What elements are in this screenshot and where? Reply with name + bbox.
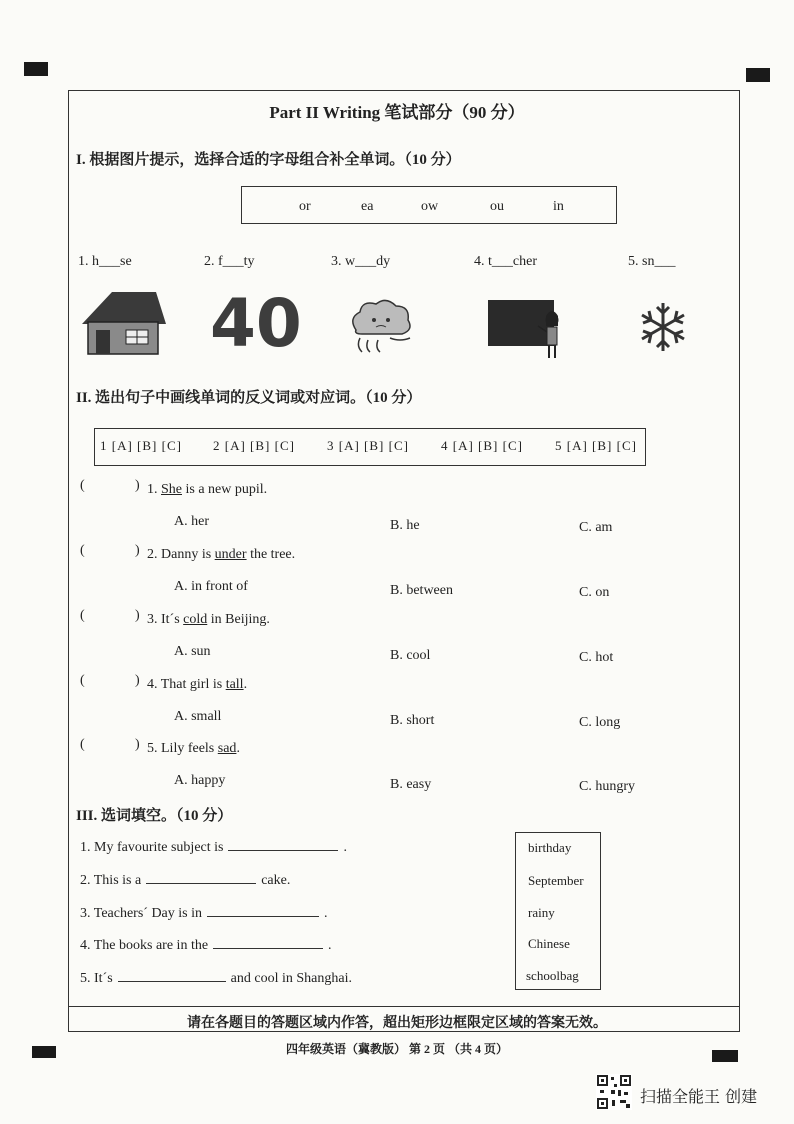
teacher-blackboard-icon: [486, 296, 568, 362]
option-a[interactable]: A. in front of: [174, 579, 248, 594]
option-b[interactable]: B. cool: [390, 648, 431, 663]
house-icon: [78, 288, 168, 356]
option-b[interactable]: B. easy: [390, 777, 432, 792]
registration-mark-top-right: [746, 68, 770, 82]
fill-word-2: 2. f___ty: [204, 254, 255, 269]
question-text-start: 4. That girl is: [147, 677, 226, 692]
question-text-start: 2. Danny is: [147, 547, 215, 562]
page-title: Part II Writing 笔试部分（90 分）: [269, 103, 525, 122]
answer-blank[interactable]: [146, 871, 256, 884]
fill-word-1: 1. h___se: [78, 254, 132, 269]
number-forty-image: 40: [210, 285, 302, 362]
fill-sentence: [80, 838, 347, 856]
underlined-word: under: [214, 547, 247, 562]
answer-paren-close: ): [135, 608, 140, 623]
question-text-end: is a new pupil.: [182, 482, 268, 497]
answer-paren-open: (: [80, 737, 85, 752]
fill-sentence: [80, 871, 290, 889]
question-text: [147, 741, 240, 757]
word-bank-item: birthday: [528, 840, 572, 855]
question-text: [147, 677, 247, 693]
answer-blank[interactable]: [213, 936, 323, 949]
letter-option: or: [299, 199, 311, 214]
section1-heading: I. 根据图片提示，选择合适的字母组合补全单词。（10 分）: [76, 152, 461, 168]
answer-bubbles-3[interactable]: 3 [A] [B] [C]: [327, 438, 409, 453]
sentence-start: 1. My favourite subject is: [80, 840, 224, 855]
underlined-word: She: [161, 482, 182, 497]
fill-word-3: 3. w___dy: [331, 254, 391, 269]
fill-sentence: [80, 904, 328, 922]
option-a[interactable]: A. sun: [174, 644, 211, 659]
page-number-footer: 四年级英语（冀教版） 第 2 页 （共 4 页）: [285, 1042, 508, 1056]
question-text-start: 3. It´s: [147, 612, 184, 627]
option-a[interactable]: A. small: [174, 709, 222, 724]
question-text-start: 5. Lily feels: [147, 741, 218, 756]
sentence-start: 4. The books are in the: [80, 938, 209, 953]
answer-bubbles-5[interactable]: 5 [A] [B] [C]: [555, 438, 637, 453]
option-b[interactable]: B. he: [390, 518, 420, 533]
answer-bubbles-2[interactable]: 2 [A] [B] [C]: [213, 438, 295, 453]
qr-code-icon: [596, 1074, 632, 1110]
answer-blank[interactable]: [207, 904, 319, 917]
answer-bubbles-1[interactable]: 1 [A] [B] [C]: [100, 438, 182, 453]
answer-area-notice: 请在各题目的答题区域内作答，超出矩形边框限定区域的答案无效。: [187, 1016, 607, 1031]
fill-word-4: 4. t___cher: [474, 254, 537, 269]
sentence-end: and cool in Shanghai.: [230, 971, 352, 986]
sentence-end: cake.: [261, 873, 291, 888]
answer-paren-close: ): [135, 673, 140, 688]
letter-option: ea: [361, 199, 374, 214]
answer-blank[interactable]: [228, 838, 338, 851]
word-bank-item: schoolbag: [526, 968, 579, 983]
option-a[interactable]: A. happy: [174, 773, 226, 788]
question-text: [147, 482, 267, 498]
scanner-watermark: 扫描全能王 创建: [640, 1087, 758, 1106]
word-bank-item: rainy: [528, 905, 555, 920]
answer-paren-close: ): [135, 543, 140, 558]
letter-option: ow: [421, 199, 439, 214]
option-a[interactable]: A. her: [174, 514, 209, 529]
windy-cloud-icon: [346, 296, 416, 362]
question-text-end: the tree.: [246, 547, 296, 562]
underlined-word: tall: [225, 677, 244, 692]
sentence-end: .: [324, 906, 328, 921]
letter-option: in: [553, 199, 564, 214]
answer-blank[interactable]: [118, 969, 226, 982]
snowflake-icon: [636, 300, 690, 354]
option-c[interactable]: C. am: [579, 520, 613, 535]
sentence-start: 2. This is a: [80, 873, 142, 888]
option-c[interactable]: C. hot: [579, 650, 614, 665]
question-text-end: .: [243, 677, 248, 692]
option-b[interactable]: B. short: [390, 713, 435, 728]
option-c[interactable]: C. hungry: [579, 779, 635, 794]
footer-divider: [68, 1006, 740, 1007]
answer-paren-open: (: [80, 543, 85, 558]
letter-option: ou: [490, 199, 504, 214]
section3-heading: III. 选词填空。（10 分）: [76, 808, 233, 824]
option-c[interactable]: C. on: [579, 585, 610, 600]
option-b[interactable]: B. between: [390, 583, 453, 598]
answer-paren-close: ): [135, 478, 140, 493]
registration-mark-top-left: [24, 62, 48, 76]
sentence-start: 3. Teachers´ Day is in: [80, 906, 203, 921]
question-text: [147, 612, 270, 628]
sentence-start: 5. It´s: [80, 971, 113, 986]
answer-paren-open: (: [80, 608, 85, 623]
fill-word-5: 5. sn___: [628, 254, 676, 269]
question-text-end: .: [236, 741, 240, 756]
fill-sentence: [80, 969, 352, 987]
question-text-end: in Beijing.: [207, 612, 270, 627]
answer-bubbles-4[interactable]: 4 [A] [B] [C]: [441, 438, 523, 453]
fill-sentence: [80, 936, 332, 954]
question-text-start: 1.: [147, 482, 161, 497]
sentence-end: .: [328, 938, 332, 953]
answer-paren-close: ): [135, 737, 140, 752]
word-bank-item: Chinese: [528, 936, 570, 951]
underlined-word: sad: [217, 741, 237, 756]
sentence-end: .: [343, 840, 347, 855]
option-c[interactable]: C. long: [579, 715, 621, 730]
question-text: [147, 547, 295, 563]
answer-paren-open: (: [80, 478, 85, 493]
underlined-word: cold: [183, 612, 208, 627]
answer-paren-open: (: [80, 673, 85, 688]
section2-heading: II. 选出句子中画线单词的反义词或对应词。（10 分）: [76, 390, 422, 406]
word-bank-item: September: [528, 873, 584, 888]
